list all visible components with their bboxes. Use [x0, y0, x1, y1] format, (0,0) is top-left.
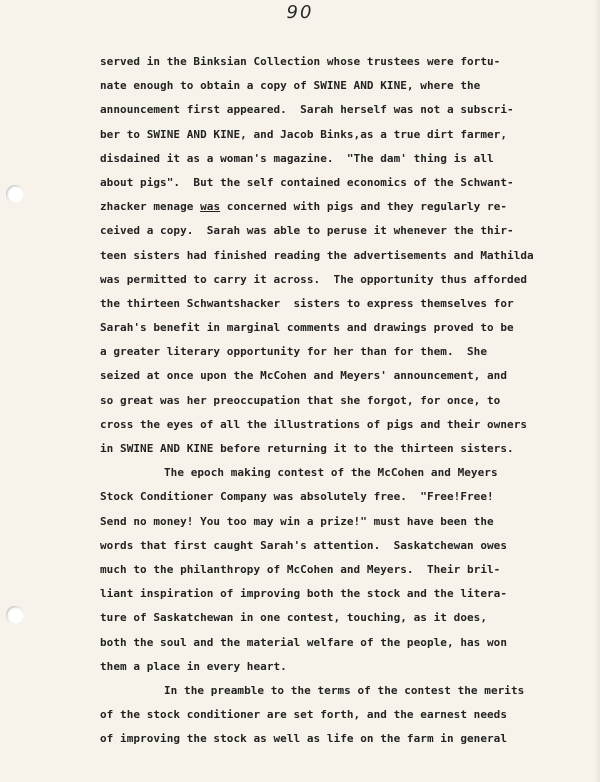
text-line: about pigs". But the self contained economics of the Schwant- — [100, 175, 514, 189]
text-line: both the soul and the material welfare of the people, has won — [100, 635, 508, 649]
text-line: ber to SWINE AND KINE, and Jacob Binks,as a true dirt farmer, — [100, 127, 508, 141]
text-line: served in the Binksian Collection whose trustees were fortu- — [100, 55, 501, 68]
text-line: ture of Saskatchewan in one contest, touching, as it does, — [100, 611, 488, 625]
page-edge-shadow — [594, 0, 600, 782]
paragraph-start-line: The epoch making contest of the McCohen and Meyers — [164, 466, 498, 480]
text-line: nate enough to obtain a copy of SWINE AND KINE, where the — [100, 79, 481, 93]
text-line: Sarah's benefit in marginal comments and drawings proved to be — [100, 321, 514, 335]
text-line: so great was her preoccupation that she forgot, for once, to — [100, 393, 501, 407]
text-line: in SWINE AND KINE before returning it to the thirteen sisters. — [100, 442, 514, 455]
text-line: Send no money! You too may win a prize!" must have been the — [100, 514, 494, 528]
text-line: of improving the stock as well as life on the farm in general — [100, 732, 508, 746]
paragraph-start-line: In the preamble to the terms of the contest the merits — [164, 683, 525, 697]
underlined-word: was — [200, 200, 221, 214]
text-segment: zhacker menage — [100, 200, 201, 214]
text-line: Stock Conditioner Company was absolutely free. "Free!Free! — [100, 490, 494, 504]
text-line: cross the eyes of all the illustrations of pigs and their owners — [100, 417, 528, 431]
text-line: the thirteen Schwantshacker sisters to express themselves for — [100, 296, 514, 310]
punch-hole-bottom — [6, 606, 24, 624]
text-line: seized at once upon the McCohen and Meyers' announcement, and — [100, 369, 508, 383]
text-line: was permitted to carry it across. The opportunity thus afforded — [100, 272, 528, 286]
text-line: ceived a copy. Sarah was able to peruse it whenever the thir- — [100, 224, 514, 238]
text-line: a greater literary opportunity for her than for them. She — [100, 345, 488, 359]
page-number: 90 — [286, 2, 314, 23]
text-line: liant inspiration of improving both the stock and the litera- — [100, 587, 508, 601]
typed-text-body — [100, 50, 580, 751]
text-line: of the stock conditioner are set forth, and the earnest needs — [100, 708, 508, 722]
text-segment: concerned with pigs and they regularly re- — [220, 200, 508, 214]
punch-hole-top — [6, 185, 24, 203]
text-line: them a place in every heart. — [100, 659, 287, 673]
text-line: disdained it as a woman's magazine. "The dam' thing is all — [100, 151, 494, 165]
text-line: announcement first appeared. Sarah herself was not a subscri- — [100, 103, 514, 117]
text-line: much to the philanthropy of McCohen and Meyers. Their bril- — [100, 562, 501, 576]
text-line: words that first caught Sarah's attention. Saskatchewan owes — [100, 538, 508, 552]
text-line: teen sisters had finished reading the advertisements and Mathilda — [100, 248, 534, 262]
text-line-underlined-was — [100, 195, 580, 219]
